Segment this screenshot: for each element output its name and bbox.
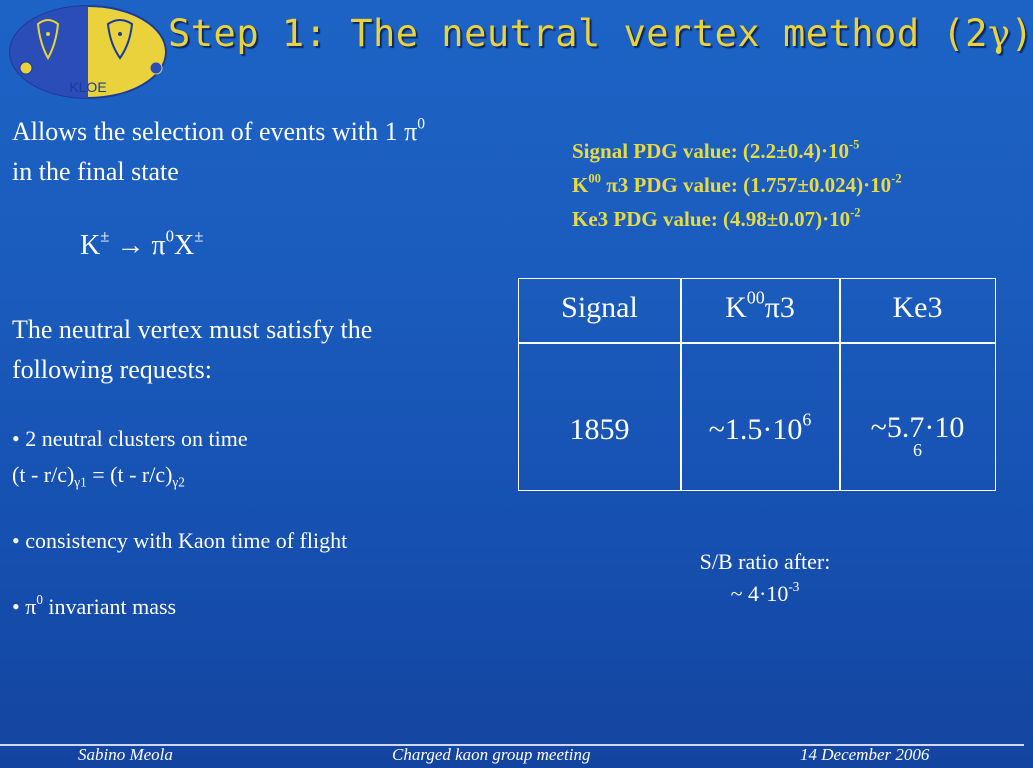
intro-line1: Allows the selection of events with 1	[12, 117, 405, 146]
bullet-clusters: • 2 neutral clusters on time	[12, 426, 248, 451]
decay-arrow: →	[109, 230, 152, 261]
requests-line1: The neutral vertex must satisfy the	[12, 315, 373, 344]
cell-k00	[681, 409, 839, 447]
b3-sup: 0	[36, 592, 43, 608]
events-table	[518, 278, 996, 491]
pdg-ke3-exp: -2	[850, 205, 861, 220]
formula-sub1: γ1	[74, 474, 87, 490]
cell-signal: 1859	[569, 413, 630, 446]
title-close: )	[1010, 12, 1033, 55]
kloe-logo	[8, 4, 168, 100]
header-ke3: Ke3	[892, 291, 943, 324]
b3-pi: π	[25, 594, 37, 619]
title-gamma: γ	[987, 12, 1011, 55]
b3-post: invariant mass	[42, 594, 177, 619]
intro-line2: in the final state	[12, 157, 179, 186]
decay-formula	[80, 226, 204, 262]
sb-line2: ~ 4·10	[730, 581, 789, 606]
header-k00-sup: 00	[746, 287, 765, 308]
header-k00-k: K	[725, 291, 747, 324]
pdg-k00-text: π3 PDG value: (1.757±0.024)·10	[600, 173, 892, 197]
cell-ke3	[840, 411, 995, 460]
intro-pi: π	[404, 117, 418, 146]
pdg-signal-text: Signal PDG value: (2.2±0.4)·10	[572, 139, 849, 163]
formula-left: (t - r/c)	[12, 462, 75, 487]
pdg-k00-k: K	[572, 173, 589, 197]
pdg-k00-exp: -2	[891, 171, 902, 186]
sb-ratio	[640, 546, 890, 610]
pdg-values	[572, 134, 902, 236]
sb-line1: S/B ratio after:	[699, 549, 831, 574]
formula-mid: = (t - r/c)	[86, 462, 173, 487]
requests-line2: following requests:	[12, 355, 213, 384]
intro-text	[12, 112, 572, 192]
pdg-k00	[572, 168, 902, 202]
decay-k: K	[80, 230, 101, 261]
intro-pi-sup: 0	[417, 115, 426, 133]
header-k00	[681, 287, 839, 325]
bullet-tof: • consistency with Kaon time of flight	[12, 528, 348, 553]
logo-text: KLOE	[69, 79, 107, 95]
footer-meeting: Charged kaon group meeting	[392, 745, 591, 764]
decay-k-sup: ±	[100, 226, 110, 246]
cell-k00-value: ~1.5·10	[708, 413, 803, 446]
cell-k00-exp: 6	[802, 409, 812, 430]
bullet-mass	[12, 594, 176, 620]
formula-sub2: γ2	[172, 474, 185, 490]
pdg-ke3	[572, 202, 902, 236]
cell-ke3-value: ~5.7·10	[870, 411, 965, 444]
bullet-clusters-formula	[12, 462, 185, 488]
title-text: Step 1: The neutral vertex method (2	[168, 12, 988, 55]
pdg-signal-exp: -5	[848, 137, 860, 152]
decay-pi-sup: 0	[165, 226, 174, 246]
slide-title	[168, 12, 1033, 55]
pdg-ke3-text: Ke3 PDG value: (4.98±0.07)·10	[572, 207, 851, 231]
pdg-k00-sup: 00	[588, 171, 601, 186]
sb-line2-wrap	[640, 578, 890, 610]
decay-pi: π	[151, 230, 166, 261]
footer-date: 14 December 2006	[800, 745, 930, 764]
requests-text	[12, 310, 512, 390]
decay-x: X	[173, 230, 195, 261]
header-k00-rest: π3	[764, 291, 795, 324]
decay-x-sup: ±	[194, 226, 204, 246]
b3-pre: •	[12, 594, 26, 619]
sb-exp: -3	[788, 579, 800, 595]
header-signal: Signal	[561, 291, 638, 324]
footer-author: Sabino Meola	[78, 745, 173, 764]
pdg-signal	[572, 134, 902, 168]
cell-ke3-exp: 6	[913, 440, 922, 460]
table-divider	[519, 342, 995, 344]
